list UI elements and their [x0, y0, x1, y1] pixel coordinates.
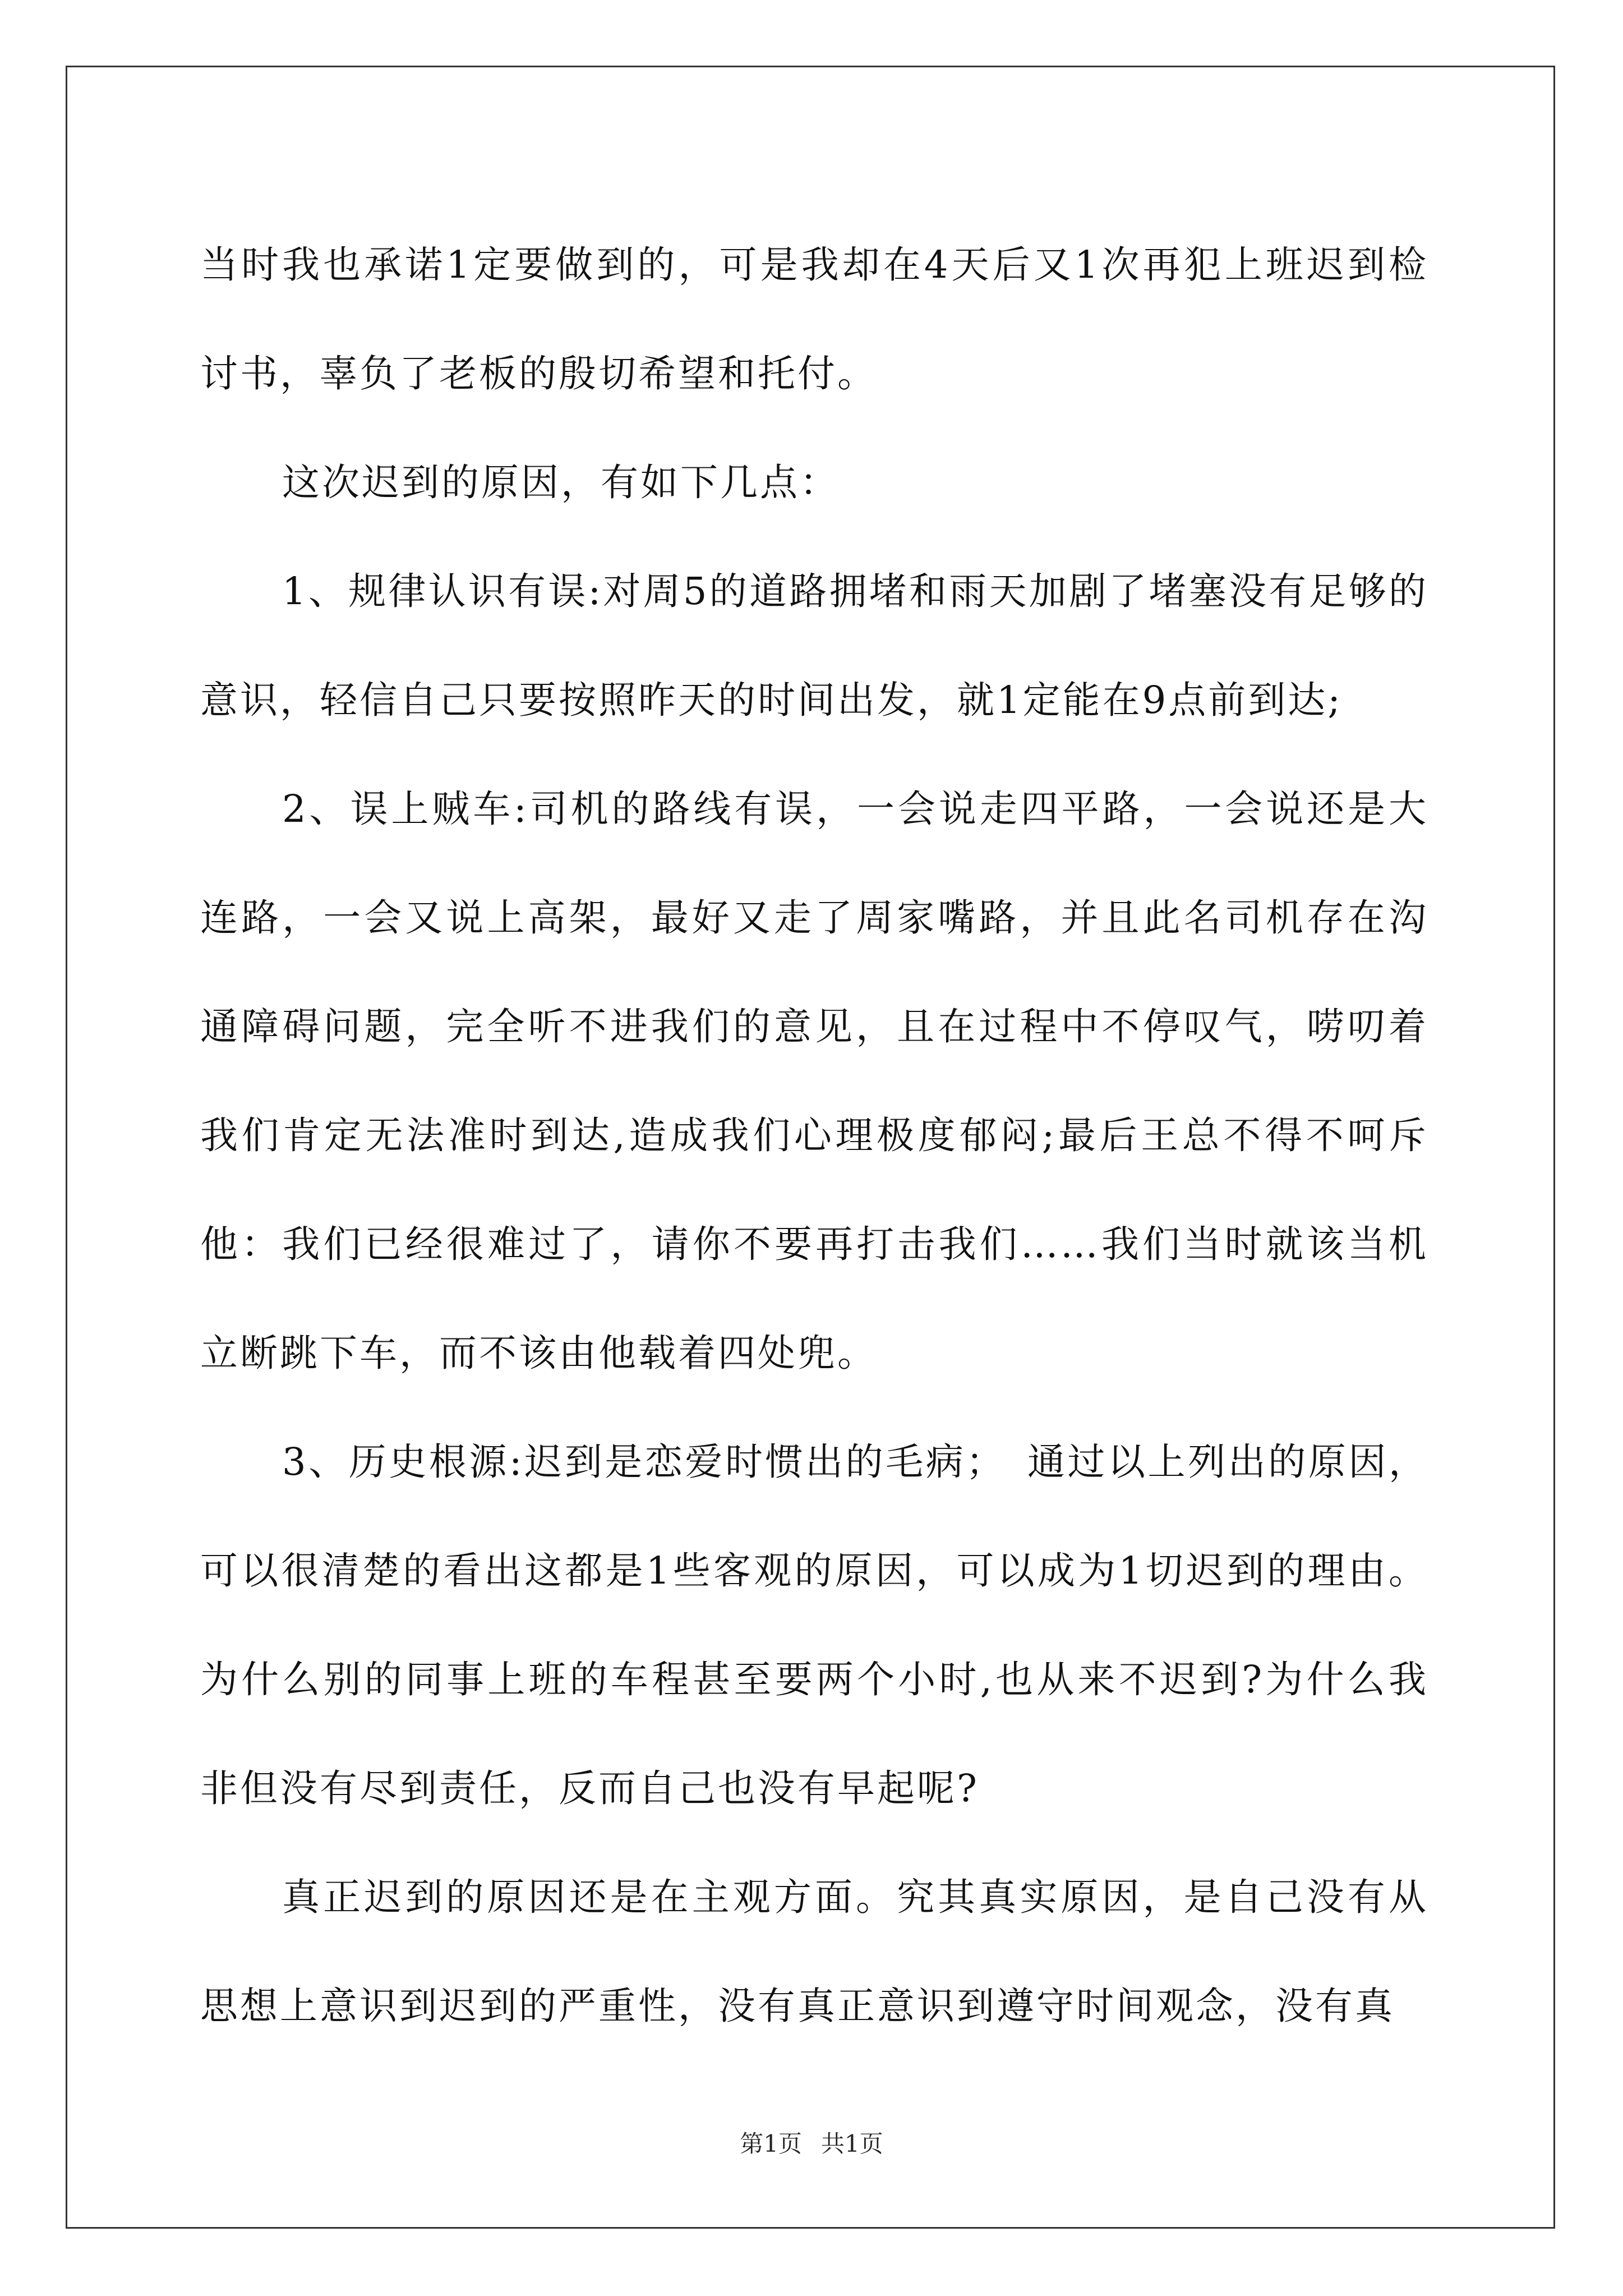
page-number: 第1页: [740, 2130, 802, 2157]
document-body: [200, 210, 1428, 2060]
paragraph-2: 这次迟到的原因，有如下几点：: [282, 461, 840, 504]
paragraph-3: 1、规律认识有误:对周5的道路拥堵和雨天加剧了堵塞没有足够的意识，轻信自己只要按照昨天的时间出发，就1定能在9点前到达;: [200, 569, 1428, 722]
page-total: 共1页: [821, 2130, 883, 2157]
paragraph-4: 2、误上贼车:司机的路线有误，一会说走四平路，一会说还是大连路，一会又说上高架，最好又走了周家嘴路，并且此名司机存在沟通障碍问题，完全听不进我们的意见，且在过程中不停叹气，唠叨着我们肯定无法准时到达,造成我们心理极度郁闷;最后王总不得不呵斥他：我们已经很难过了，请你不要再打击我们……我们当时就该当机立断跳下车，而不该由他载着四处兜。: [200, 787, 1428, 1375]
paragraph-5: 3、历史根源:迟到是恋爱时惯出的毛病； 通过以上列出的原因，可以很清楚的看出这都是1些客观的原因，可以成为1切迟到的理由。为什么别的同事上班的车程甚至要两个小时,也从来不迟到?为什么我非但没有尽到责任，反而自己也没有早起呢?: [200, 1440, 1428, 1810]
page-footer: [0, 2127, 1623, 2161]
paragraph-1: 当时我也承诺1定要做到的，可是我却在4天后又1次再犯上班迟到检讨书，辜负了老板的殷切希望和托付。: [200, 243, 1428, 395]
paragraph-6: 真正迟到的原因还是在主观方面。究其真实原因，是自己没有从思想上意识到迟到的严重性，没有真正意识到遵守时间观念，没有真: [200, 1875, 1428, 2028]
